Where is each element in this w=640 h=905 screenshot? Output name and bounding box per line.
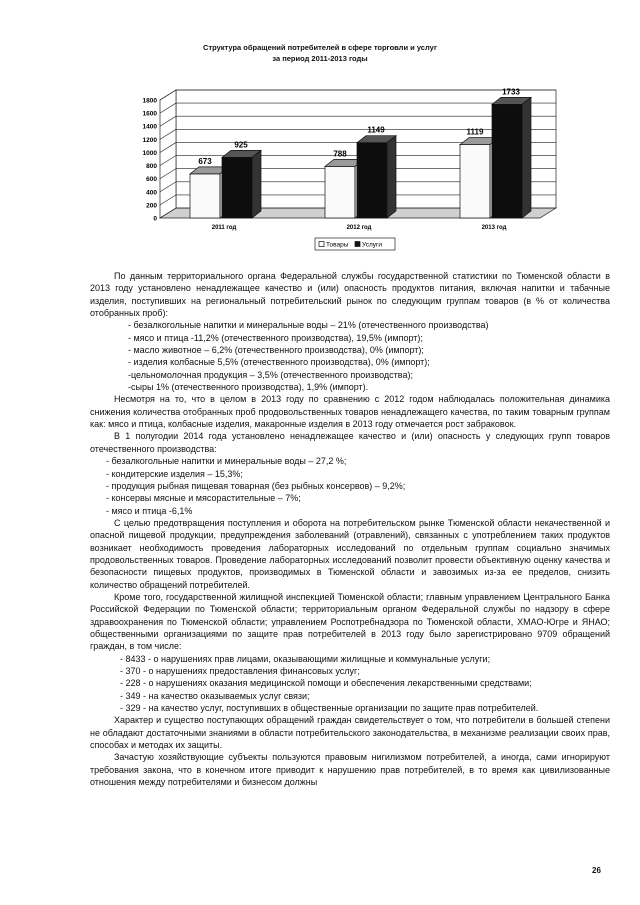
data-label: 1149 bbox=[367, 125, 385, 135]
bar-uslugi bbox=[357, 143, 387, 218]
list-item: - изделия колбасные 5,5% (отечественного производства), 0% (импорт); bbox=[128, 357, 430, 368]
page-number: 26 bbox=[592, 866, 601, 875]
y-tick-label: 0 bbox=[153, 215, 157, 223]
y-tick-label: 800 bbox=[146, 163, 157, 171]
chart-title-line1: Структура обращений потребителей в сфере торговли и услуг bbox=[203, 43, 437, 52]
list-item: - мясо и птица -6,1% bbox=[106, 505, 193, 516]
list-item: - масло животное – 6,2% (отечественного производства), 0% (импорт); bbox=[128, 345, 424, 356]
x-tick-label: 2013 год bbox=[481, 225, 507, 231]
list-item: - кондитерские изделия – 15,3%; bbox=[106, 468, 243, 479]
legend-label-tovary: Товары bbox=[326, 241, 349, 249]
x-tick-label: 2012 год bbox=[346, 225, 372, 231]
list-item: - 349 - на качество оказываемых услуг связи; bbox=[120, 690, 310, 701]
bar-chart bbox=[130, 68, 570, 268]
y-tick-label: 600 bbox=[146, 176, 157, 184]
data-label: 788 bbox=[333, 149, 347, 159]
list-item: - безалкогольные напитки и минеральные воды – 27,2 %; bbox=[106, 456, 347, 467]
x-tick-label: 2011 год bbox=[211, 225, 237, 231]
y-tick-label: 1400 bbox=[142, 123, 157, 131]
chart-side-wall bbox=[160, 90, 176, 218]
paragraph-3: В 1 полугодии 2014 года установлено ненадлежащее качество и (или) опасность у следующих групп товаров отечественного производства: bbox=[90, 431, 610, 454]
list-item: - 370 - о нарушениях предоставления финансовых услуг; bbox=[120, 666, 360, 676]
paragraph-2: Несмотря на то, что в целом в 2013 году по сравнению с 2012 годом наблюдалась положительная динамика снижения количества отобранных проб продовольственных товаров ненадлежащего качества, по таким товарным группам как: мясо и птица, колбасные изделия, макаронные изделия в 2013 году отмечается рост забраковок. bbox=[90, 394, 610, 430]
data-label: 925 bbox=[234, 140, 248, 150]
paragraph-5: Кроме того, государственной жилищной инспекцией Тюменской области; главным управлением Центрального Банка Российской Федерации по Тюменской области; территориальным органом Федеральной службы по надзору в сфере здравоохранения по Тюменской области; управлением Роспотребнадзора по Тюменской области, ХМАО-Югре и ЯНАО; общественными организациями по защите прав потребителей в 2013 году было зарегистрировано 9709 обращений граждан, в том числе: bbox=[90, 591, 610, 652]
paragraph-7: Зачастую хозяйствующие субъекты пользуются правовым нигилизмом потребителей, а иногда, сами игнорируют требования закона, что в конечном итоге приводит к нарушению прав потребителей, в то время как цивилизованные отношения между потребителями и бизнесом должны bbox=[90, 752, 610, 788]
paragraph-4: С целью предотвращения поступления и оборота на потребительском рынке Тюменской области некачественной и опасной пищевой продукции, предупреждения заболеваний (отравлений), связанных с употреблением таких продуктов возникает необходимость проведения лабораторных исследований по отдельным группам социально значимых продовольственных товаров. Проведение лабораторных исследований позволит провести объективную оценку качества и безопасности пищевых продуктов, производимых в Тюменской области и завозимых из-за ее пределов, снизить количество обращений потребителей. bbox=[90, 517, 610, 590]
y-tick-label: 1800 bbox=[142, 97, 157, 105]
chart-title-line2: за период 2011-2013 годы bbox=[272, 54, 368, 63]
bar-tovary bbox=[190, 174, 220, 218]
y-tick-label: 200 bbox=[146, 202, 157, 210]
y-tick-label: 1200 bbox=[142, 136, 157, 144]
list-2 bbox=[90, 455, 610, 517]
data-label: 1119 bbox=[466, 127, 484, 137]
list-1 bbox=[90, 319, 610, 393]
bar-side bbox=[522, 97, 531, 218]
data-label: 673 bbox=[198, 156, 212, 166]
chart-title bbox=[100, 42, 540, 64]
bar-uslugi bbox=[222, 157, 252, 218]
legend-swatch-tovary bbox=[319, 242, 324, 247]
y-tick-label: 400 bbox=[146, 189, 157, 197]
data-label: 1733 bbox=[502, 87, 520, 97]
bar-uslugi bbox=[492, 104, 522, 218]
legend-swatch-uslugi bbox=[355, 242, 360, 247]
list-item: - 228 - о нарушениях оказания медицинской помощи и обеспечения лекарственными средствами; bbox=[120, 678, 532, 689]
list-item: - продукция рыбная пищевая товарная (без рыбных консервов) – 9,2%; bbox=[106, 480, 406, 491]
list-item: - безалкогольные напитки и минеральные воды – 21% (отечественного производства) bbox=[128, 320, 489, 331]
paragraph-6: Характер и существо поступающих обращений граждан свидетельствует о том, что потребители в большей степени не обладают достаточными знаниями в области потребительского законодательства, в механизме реализации своих прав, способах и методах их защиты. bbox=[90, 715, 610, 751]
bar-tovary bbox=[325, 166, 355, 218]
list-item: - 8433 - о нарушениях прав лицами, оказывающими жилищные и коммунальные услуги; bbox=[120, 653, 491, 664]
bar-tovary bbox=[460, 145, 490, 218]
legend-label-uslugi: Услуги bbox=[362, 241, 382, 249]
bar-side bbox=[252, 150, 261, 218]
list-item: -сыры 1% (отечественного производства), 1,9% (импорт). bbox=[128, 382, 369, 393]
bar-side bbox=[387, 136, 396, 218]
body-text bbox=[90, 270, 610, 788]
list-item: - мясо и птица -11,2% (отечественного производства), 19,5% (импорт); bbox=[128, 332, 423, 343]
list-item: - консервы мясные и мясорастительные – 7%; bbox=[106, 493, 301, 504]
y-tick-label: 1600 bbox=[142, 110, 157, 118]
list-item: - 329 - на качество услуг, поступивших в общественные организации по защите прав потребителей. bbox=[120, 703, 539, 714]
y-tick-label: 1000 bbox=[142, 149, 157, 157]
list-item: -цельномолочная продукция – 3,5% (отечественного производства); bbox=[128, 369, 413, 380]
list-3 bbox=[90, 653, 610, 715]
paragraph-1: По данным территориального органа Федеральной службы государственной статистики по Тюменской области в 2013 году установлено ненадлежащее качество и (или) опасность продуктов питания, включая напитки и табачные изделия, поступивших на региональный потребительский рынок по следующим группам товаров (в % от количества отобранных проб): bbox=[90, 271, 610, 319]
